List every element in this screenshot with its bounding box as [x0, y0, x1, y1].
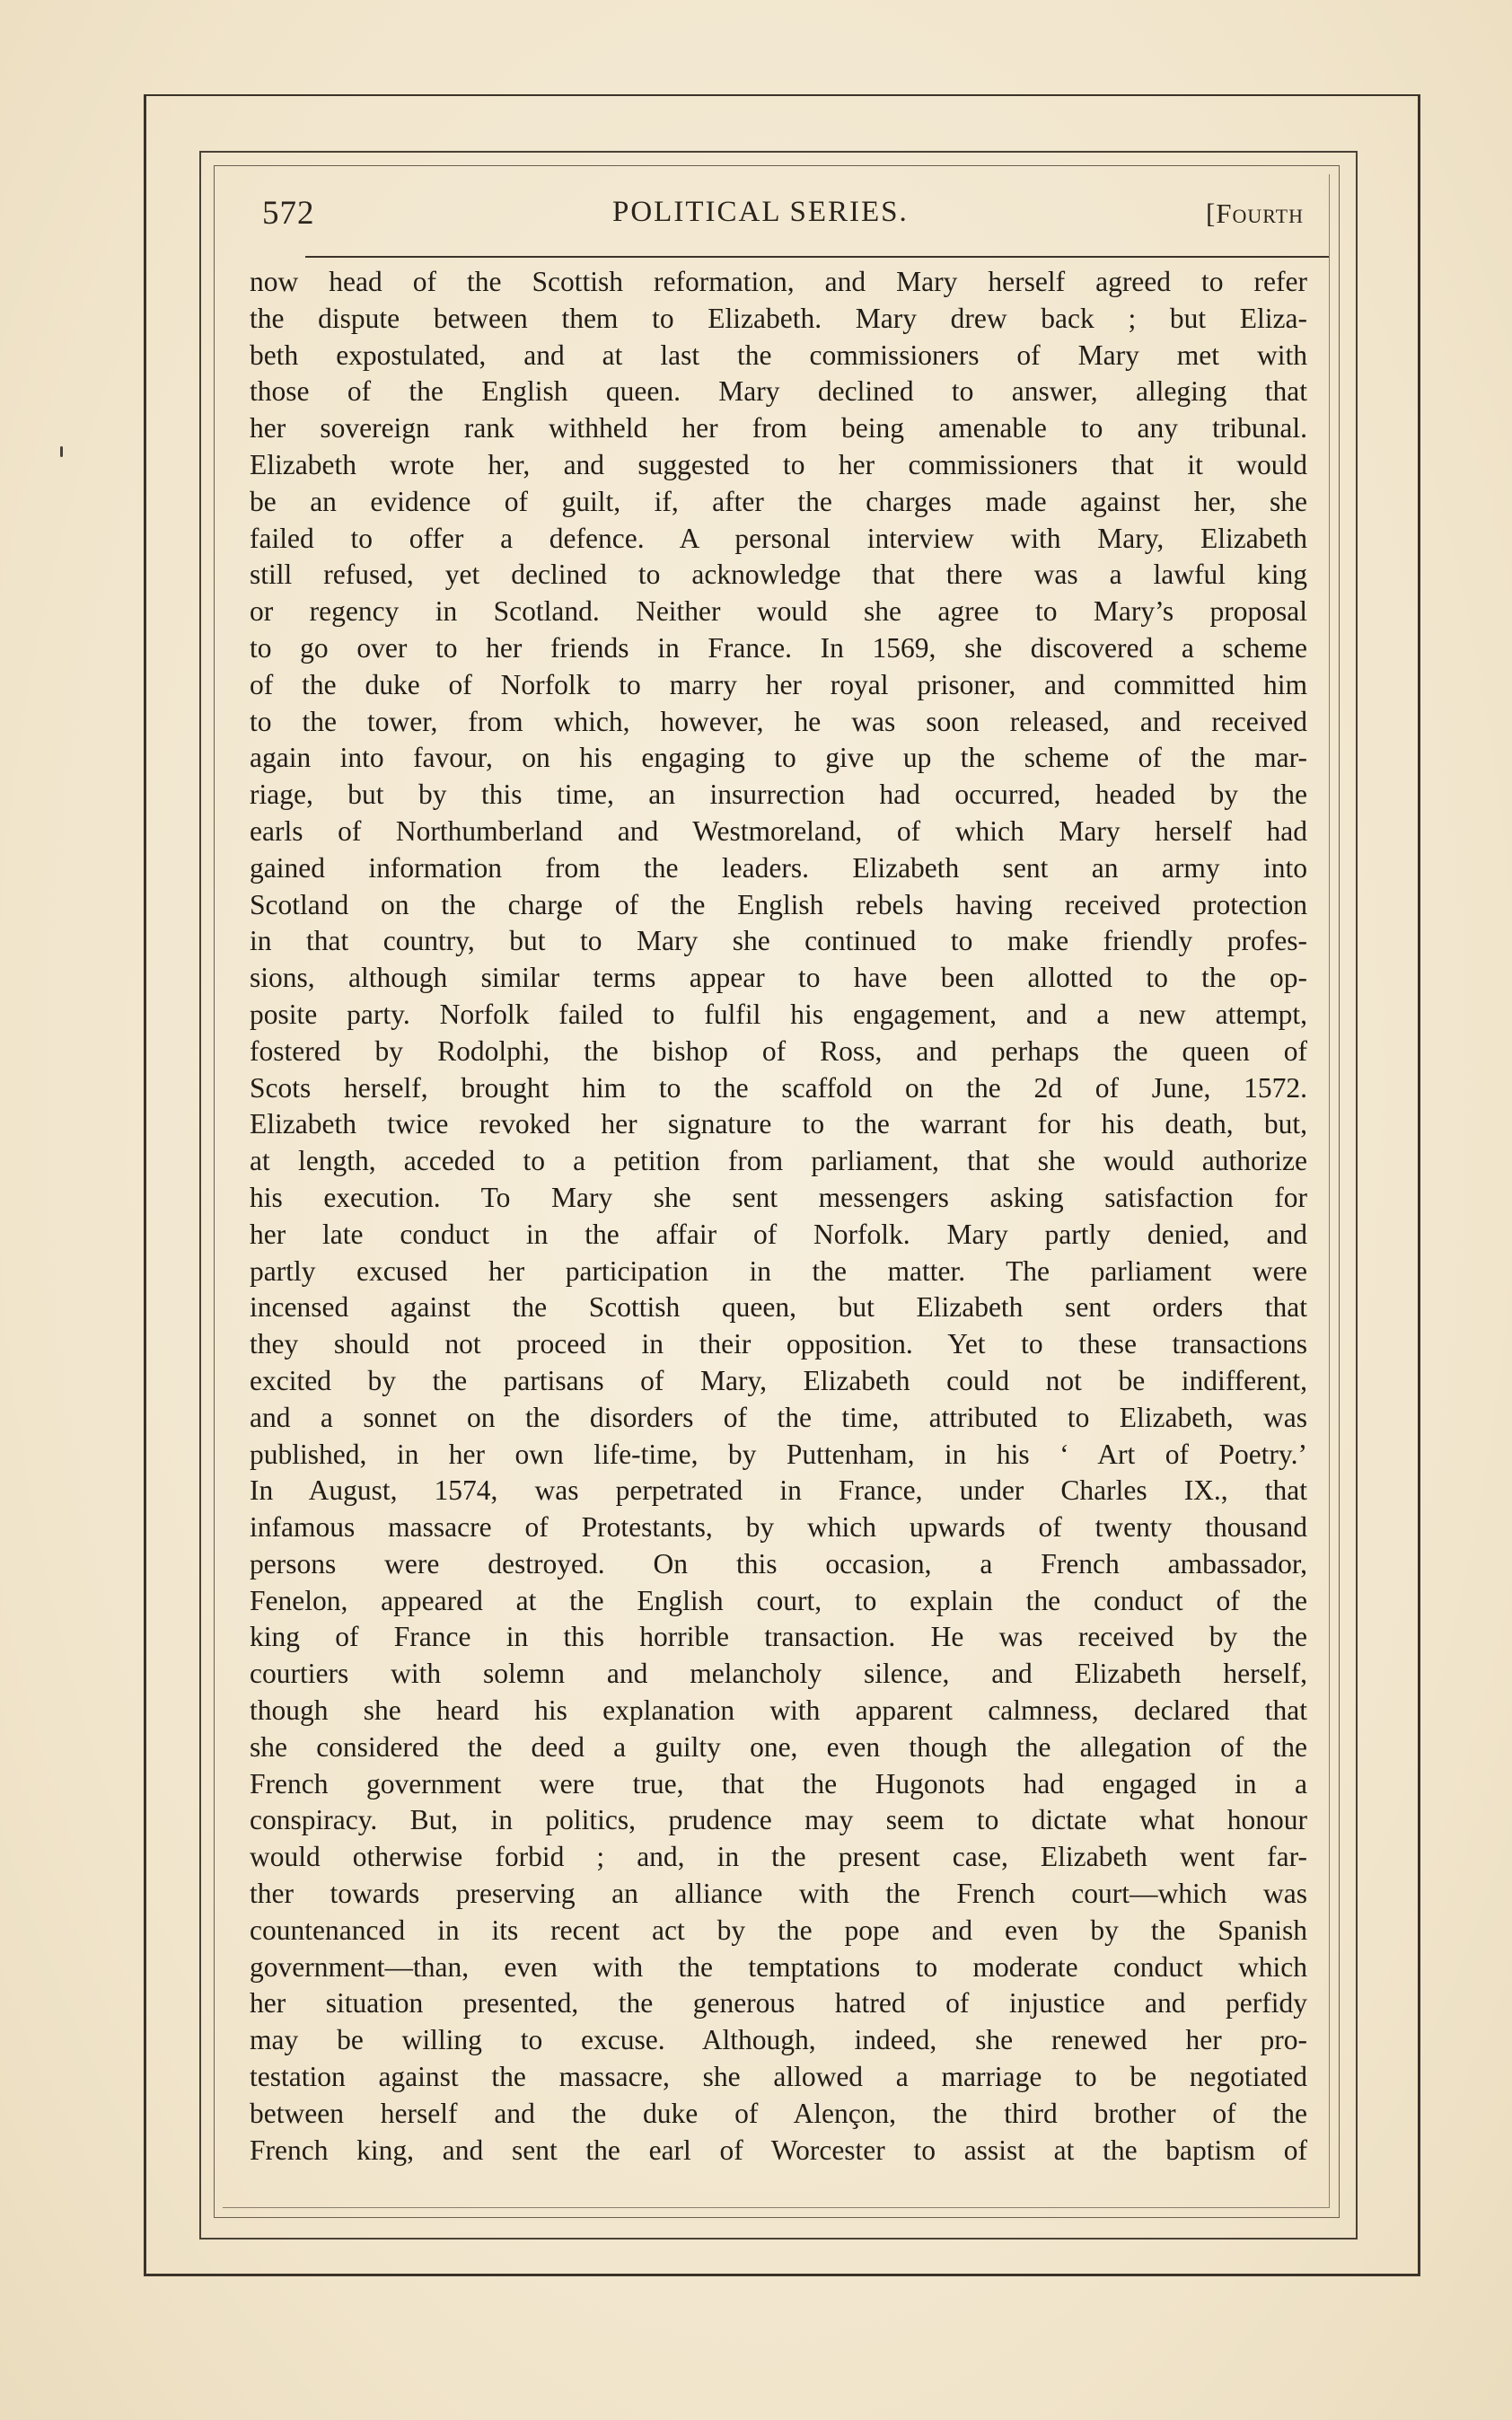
- running-section: [Fourth: [1205, 198, 1304, 229]
- text-line: she considered the deed a guilty one, even though the allegation of the: [250, 1730, 1307, 1763]
- text-line: countenanced in its recent act by the pope and even by the Spanish: [250, 1914, 1307, 1946]
- text-line: riage, but by this time, an insurrection had occurred, headed by the: [250, 779, 1307, 811]
- text-line: courtiers with solemn and melancholy silence, and Elizabeth herself,: [250, 1658, 1307, 1690]
- text-line: government—than, even with the temptations to moderate conduct which: [250, 1950, 1307, 1983]
- text-line: at length, acceded to a petition from parliament, that she would authorize: [250, 1145, 1307, 1177]
- header-rule: [305, 256, 1329, 258]
- text-line: to go over to her friends in France. In 1569, she discovered a scheme: [250, 631, 1307, 664]
- text-line: persons were destroyed. On this occasion, a French ambassador,: [250, 1547, 1307, 1580]
- text-line: Elizabeth twice revoked her signature to the warrant for his death, but,: [250, 1108, 1307, 1140]
- text-line: those of the English queen. Mary declined to answer, alleging that: [250, 375, 1307, 408]
- text-line: her situation presented, the generous hatred of injustice and perfidy: [250, 1987, 1307, 2020]
- text-line: failed to offer a defence. A personal interview with Mary, Elizabeth: [250, 522, 1307, 554]
- text-line: partly excused her participation in the matter. The parliament were: [250, 1254, 1307, 1287]
- margin-mark: [60, 446, 63, 457]
- text-line: still refused, yet declined to acknowledge that there was a lawful king: [250, 559, 1307, 591]
- text-line: again into favour, on his engaging to give up the scheme of the mar-: [250, 742, 1307, 774]
- text-line: excited by the partisans of Mary, Elizabeth could not be indifferent,: [250, 1364, 1307, 1396]
- text-line: French government were true, that the Hugonots had engaged in a: [250, 1767, 1307, 1800]
- text-line: though she heard his explanation with apparent calmness, declared that: [250, 1694, 1307, 1727]
- running-title: POLITICAL SERIES.: [612, 196, 909, 228]
- running-header: [262, 194, 1304, 239]
- text-line: fostered by Rodolphi, the bishop of Ross, and perhaps the queen of: [250, 1034, 1307, 1067]
- text-line: her sovereign rank withheld her from being amenable to any tribunal.: [250, 412, 1307, 444]
- text-line: French king, and sent the earl of Worcester to assist at the baptism of: [250, 2134, 1307, 2166]
- text-line: posite party. Norfolk failed to fulfil his engagement, and a new attempt,: [250, 998, 1307, 1030]
- text-line: now head of the Scottish reformation, and Mary herself agreed to refer: [250, 266, 1307, 297]
- text-line: king of France in this horrible transaction. He was received by the: [250, 1621, 1307, 1653]
- text-line: In August, 1574, was perpetrated in France, under Charles IX., that: [250, 1474, 1307, 1507]
- text-line: gained information from the leaders. Elizabeth sent an army into: [250, 851, 1307, 884]
- text-line: incensed against the Scottish queen, but Elizabeth sent orders that: [250, 1291, 1307, 1324]
- text-line: infamous massacre of Protestants, by which upwards of twenty thousand: [250, 1511, 1307, 1544]
- text-line: her late conduct in the affair of Norfolk. Mary partly denied, and: [250, 1218, 1307, 1250]
- text-line: Elizabeth wrote her, and suggested to her commissioners that it would: [250, 448, 1307, 480]
- text-line: would otherwise forbid ; and, in the present case, Elizabeth went far-: [250, 1841, 1307, 1873]
- text-line: may be willing to excuse. Although, indeed, she renewed her pro-: [250, 2024, 1307, 2056]
- text-line: the dispute between them to Elizabeth. Mary drew back ; but Eliza-: [250, 302, 1307, 334]
- text-line: be an evidence of guilt, if, after the charges made against her, she: [250, 485, 1307, 517]
- text-line: sions, although similar terms appear to have been allotted to the op-: [250, 962, 1307, 994]
- text-line: they should not proceed in their opposition. Yet to these transactions: [250, 1328, 1307, 1360]
- page-number: 572: [262, 195, 315, 232]
- text-line: ther towards preserving an alliance with the French court—which was: [250, 1878, 1307, 1910]
- text-line: or regency in Scotland. Neither would she agree to Mary’s proposal: [250, 595, 1307, 628]
- text-line: testation against the massacre, she allowed a marriage to be negotiated: [250, 2061, 1307, 2093]
- text-line: earls of Northumberland and Westmoreland, of which Mary herself had: [250, 814, 1307, 847]
- body-text: [250, 264, 1307, 2169]
- text-line: his execution. To Mary she sent messengers asking satisfaction for: [250, 1181, 1307, 1213]
- text-line: in that country, but to Mary she continued to make friendly profes-: [250, 925, 1307, 957]
- text-line: of the duke of Norfolk to marry her royal prisoner, and committed him: [250, 668, 1307, 700]
- text-line: and a sonnet on the disorders of the time, attributed to Elizabeth, was: [250, 1401, 1307, 1433]
- text-line: beth expostulated, and at last the commissioners of Mary met with: [250, 339, 1307, 371]
- text-line: conspiracy. But, in politics, prudence may seem to dictate what honour: [250, 1804, 1307, 1836]
- text-line: to the tower, from which, however, he was soon released, and received: [250, 705, 1307, 737]
- text-line: published, in her own life-time, by Puttenham, in his ‘ Art of Poetry.’: [250, 1438, 1307, 1470]
- text-line: between herself and the duke of Alençon, the third brother of the: [250, 2097, 1307, 2129]
- text-line: Scotland on the charge of the English rebels having received protection: [250, 888, 1307, 920]
- text-line: Scots herself, brought him to the scaffold on the 2d of June, 1572.: [250, 1071, 1307, 1104]
- text-line: Fenelon, appeared at the English court, to explain the conduct of the: [250, 1584, 1307, 1616]
